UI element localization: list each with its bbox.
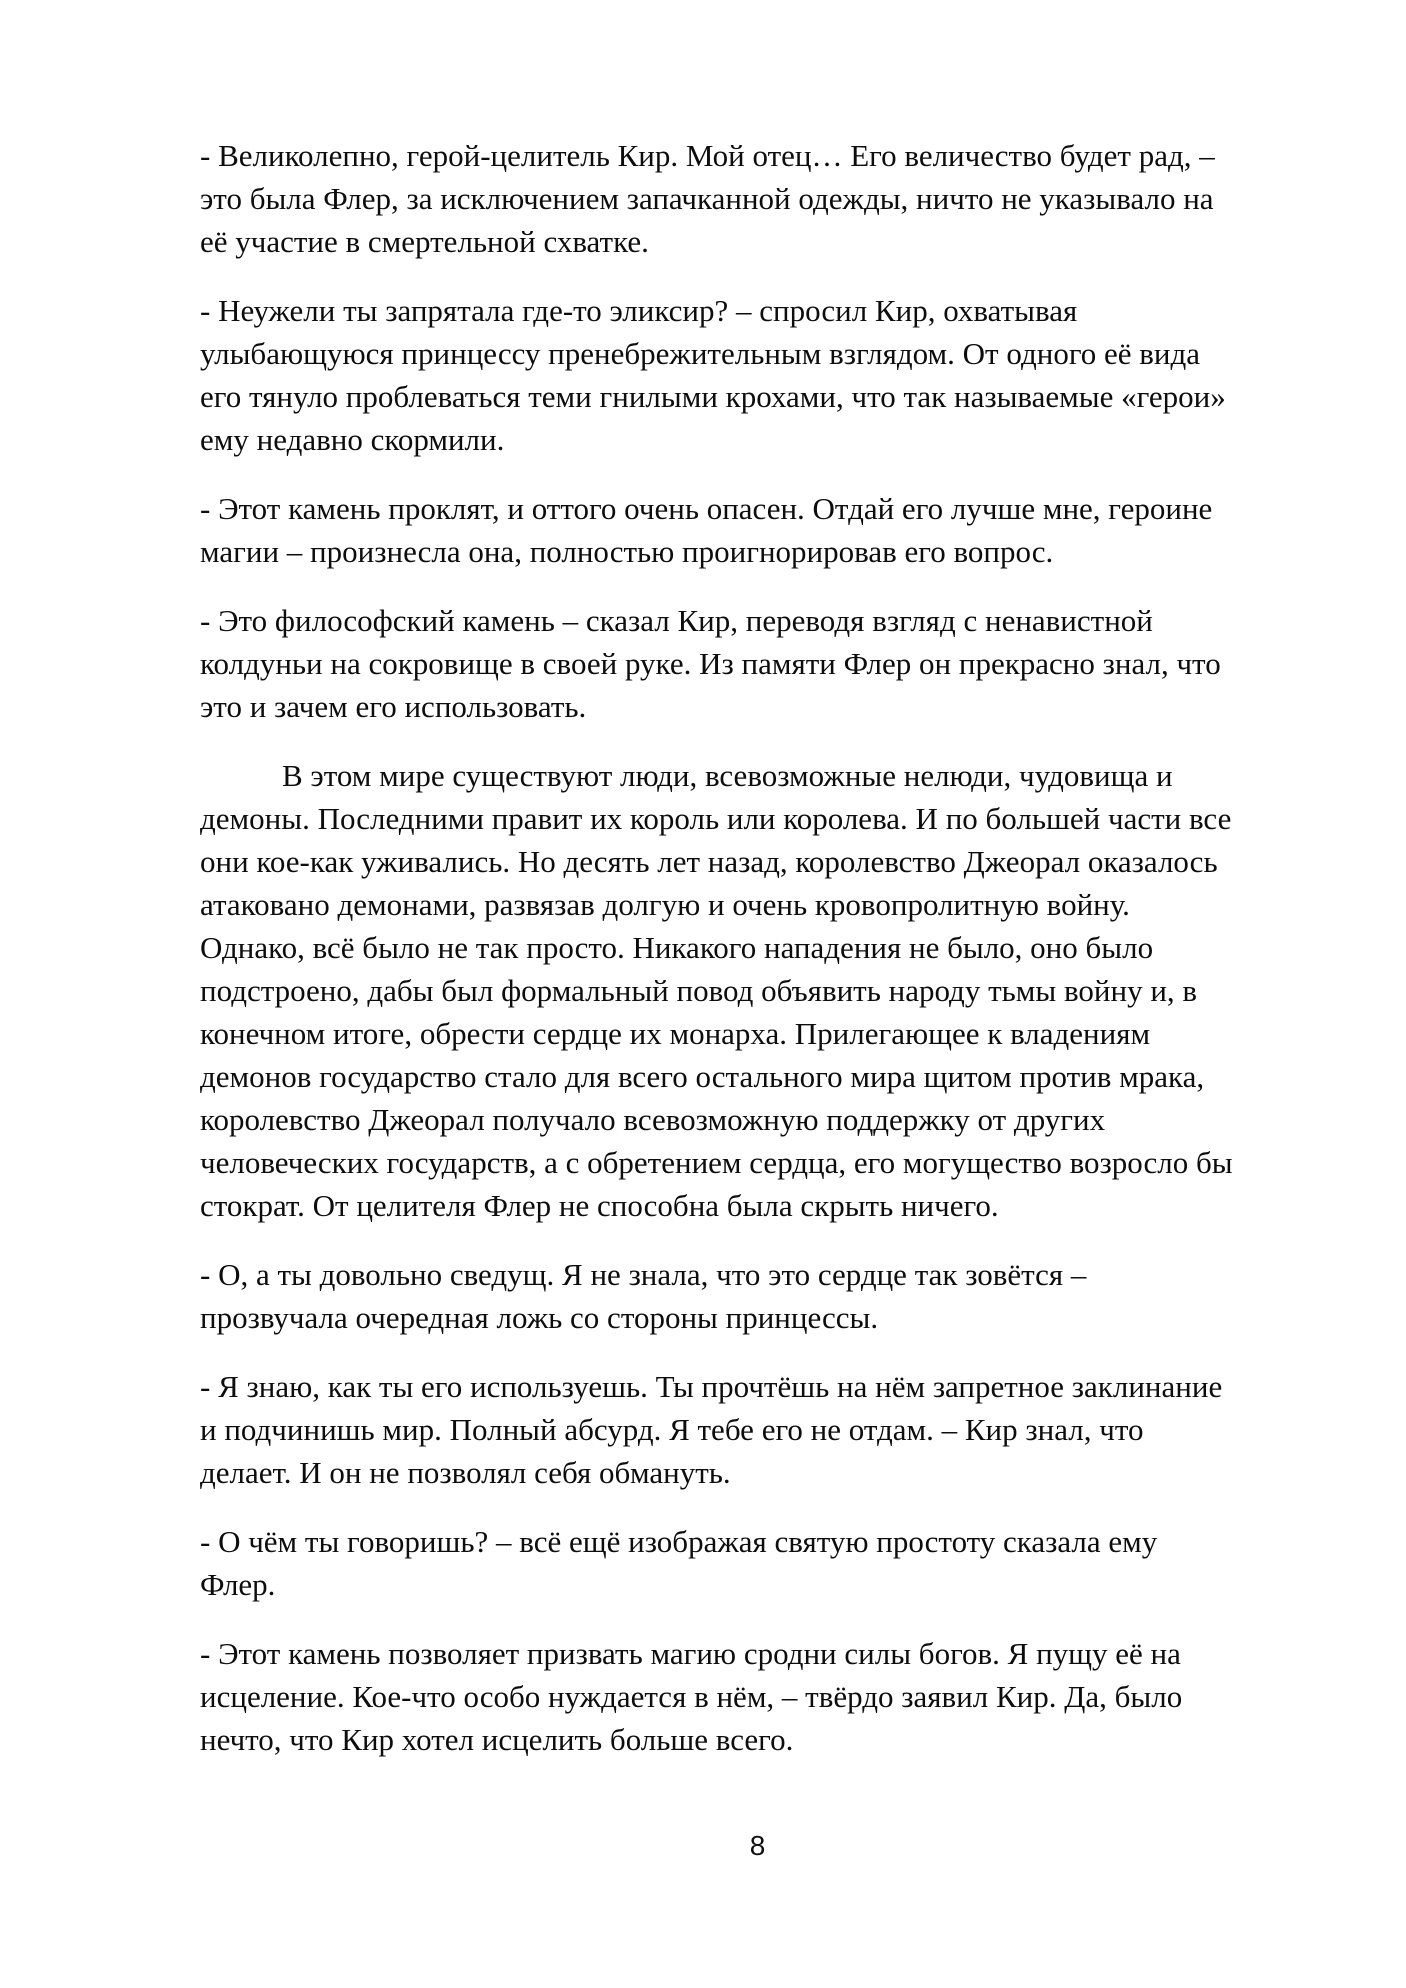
text-line: - О, а ты довольно сведущ. Я не знала, что это сердце так зовётся –: [200, 1257, 1087, 1292]
text-line: магии – произнесла она, полностью проигнорировав его вопрос.: [200, 534, 1054, 569]
text-line: стократ. От целителя Флер не способна была скрыть ничего.: [200, 1188, 999, 1223]
text-line: - Этот камень позволяет призвать магию сродни силы богов. Я пущу её на: [200, 1636, 1181, 1671]
text-line: его тянуло проблеваться теми гнилыми крохами, что так называемые «герои»: [200, 379, 1226, 414]
text-line: это была Флер, за исключением запачканной одежды, ничто не указывало на: [200, 181, 1214, 216]
text-line: это и зачем его использовать.: [200, 689, 587, 724]
text-line: - О чём ты говоришь? – всё ещё изображая святую простоту сказала ему: [200, 1524, 1158, 1559]
document-body: [200, 134, 1315, 1787]
text-line: колдуньи на сокровище в своей руке. Из памяти Флер он прекрасно знал, что: [200, 646, 1221, 681]
paragraph: [200, 134, 1315, 263]
paragraph: [200, 1632, 1315, 1761]
paragraph: [200, 754, 1315, 1227]
text-line: они кое-как уживались. Но десять лет назад, королевство Джеорал оказалось: [200, 844, 1218, 879]
text-line: и подчинишь мир. Полный абсурд. Я тебе его не отдам. – Кир знал, что: [200, 1412, 1144, 1447]
text-line: - Великолепно, герой-целитель Кир. Мой отец… Его величество будет рад, –: [200, 138, 1215, 173]
paragraph: [200, 289, 1315, 461]
text-line: демоны. Последними правит их король или королева. И по большей части все: [200, 801, 1232, 836]
text-line: атаковано демонами, развязав долгую и очень кровопролитную войну.: [200, 887, 1130, 922]
text-line: демонов государство стало для всего остального мира щитом против мрака,: [200, 1059, 1205, 1094]
paragraph: [200, 1520, 1315, 1606]
text-line: прозвучала очередная ложь со стороны принцессы.: [200, 1300, 879, 1335]
text-line: В этом мире существуют люди, всевозможные нелюди, чудовища и: [282, 758, 1173, 793]
paragraph: [200, 1365, 1315, 1494]
text-line: делает. И он не позволял себя обмануть.: [200, 1455, 731, 1490]
text-line: - Это философский камень – сказал Кир, переводя взгляд с ненавистной: [200, 603, 1153, 638]
paragraph: [200, 1253, 1315, 1339]
paragraph: [200, 487, 1315, 573]
text-line: подстроено, дабы был формальный повод объявить народу тьмы войну и, в: [200, 973, 1198, 1008]
text-line: Однако, всё было не так просто. Никакого нападения не было, оно было: [200, 930, 1154, 965]
text-line: - Я знаю, как ты его используешь. Ты прочтёшь на нём запретное заклинание: [200, 1369, 1223, 1404]
page-number: 8: [749, 1830, 766, 1861]
text-line: - Неужели ты запрятала где-то эликсир? – спросил Кир, охватывая: [200, 293, 1078, 328]
text-line: ему недавно скормили.: [200, 422, 505, 457]
text-line: Флер.: [200, 1567, 276, 1602]
paragraph: [200, 599, 1315, 728]
text-line: исцеление. Кое-что особо нуждается в нём, – твёрдо заявил Кир. Да, было: [200, 1679, 1183, 1714]
text-line: конечном итоге, обрести сердце их монарха. Прилегающее к владениям: [200, 1016, 1151, 1051]
text-line: человеческих государств, а с обретением сердца, его могущество возросло бы: [200, 1145, 1233, 1180]
text-line: - Этот камень проклят, и оттого очень опасен. Отдай его лучше мне, героине: [200, 491, 1213, 526]
text-line: улыбающуюся принцессу пренебрежительным взглядом. От одного её вида: [200, 336, 1201, 371]
text-line: её участие в смертельной схватке.: [200, 224, 649, 259]
text-line: нечто, что Кир хотел исцелить больше всего.: [200, 1722, 794, 1757]
text-line: королевство Джеорал получало всевозможную поддержку от других: [200, 1102, 1106, 1137]
